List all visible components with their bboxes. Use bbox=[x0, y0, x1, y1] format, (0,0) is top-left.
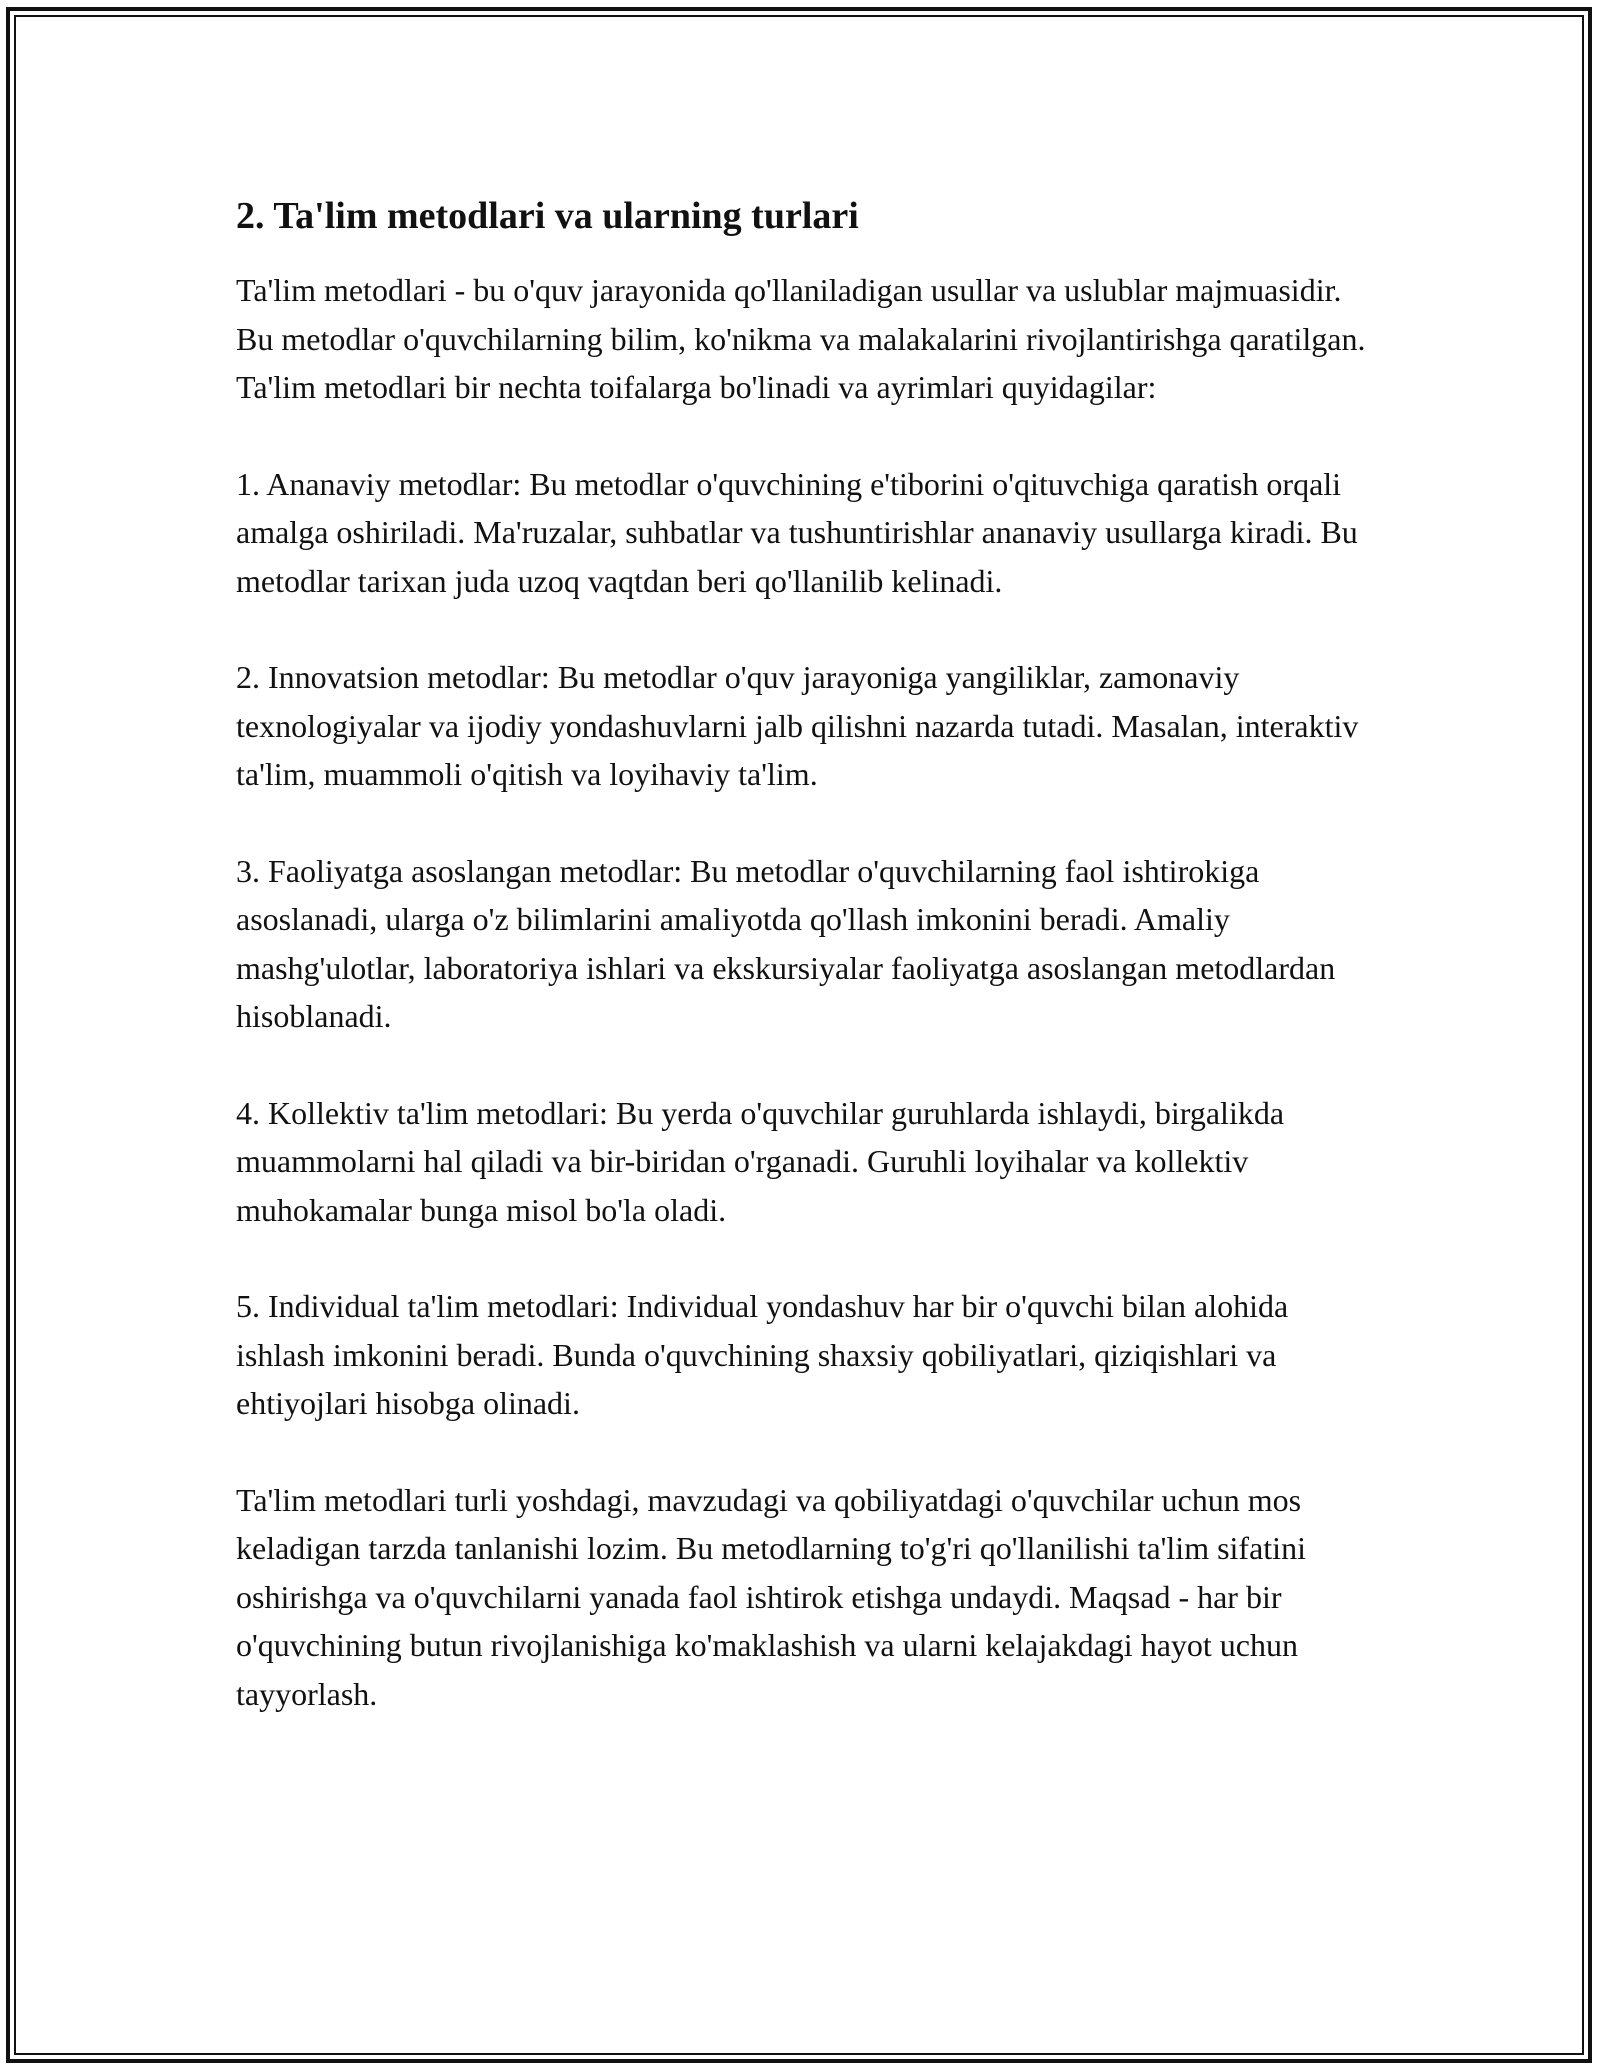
section-title: 2. Ta'lim metodlari va ularning turlari bbox=[236, 195, 859, 237]
intro-paragraph: Ta'lim metodlari - bu o'quv jarayonida qo'llaniladigan usullar va uslublar majmuasidir. Bu metodlar o'quvchilarning bilim, ko'nikma va malakalarini rivojlantirishga qaratilgan. Ta'lim metodlari bir nechta toifalarga bo'linadi va ayrimlari quyidagilar: bbox=[236, 272, 1366, 405]
paragraph-activity-methods: 3. Faoliyatga asoslangan metodlar: Bu metodlar o'quvchilarning faol ishtirokiga asoslanadi, ularga o'z bilimlarini amaliyotda qo'llash imkonini beradi. Amaliy mashg'ulotlar, laboratoriya ishlari va ekskursiyalar faoliyatga asoslangan metodlardan hisoblanadi. bbox=[236, 852, 1336, 1034]
paragraph-innovative-methods: 2. Innovatsion metodlar: Bu metodlar o'quv jarayoniga yangiliklar, zamonaviy texnologiyalar va ijodiy yondashuvlarni jalb qilishni nazarda tutadi. Masalan, interaktiv ta'lim, muammoli o'qitish va loyihaviy ta'lim. bbox=[236, 659, 1359, 792]
paragraph-collective-methods: 4. Kollektiv ta'lim metodlari: Bu yerda o'quvchilar guruhlarda ishlaydi, birgalikda muammolarni hal qiladi va bir-biridan o'rganadi. Guruhli loyihalar va kollektiv muhokamalar bunga misol bo'la oladi. bbox=[236, 1094, 1285, 1228]
conclusion-paragraph: Ta'lim metodlari turli yoshdagi, mavzudagi va qobiliyatdagi o'quvchilar uchun mos keladigan tarzda tanlanishi lozim. Bu metodlarning to'g'ri qo'llanilishi ta'lim sifatini oshirishga va o'quvchilarni yanada faol ishtirok etishga undaydi. Maqsad - har bir o'quvchining butun rivojlanishiga ko'maklashish va ularni kelajakdagi hayot uchun tayyorlash. bbox=[236, 1481, 1306, 1712]
paragraph-individual-methods: 5. Individual ta'lim metodlari: Individual yondashuv har bir o'quvchi bilan alohida ishlash imkonini beradi. Bunda o'quvchining shaxsiy qobiliyatlari, qiziqishlari va ehtiyojlari hisobga olinadi. bbox=[236, 1288, 1289, 1421]
document-body bbox=[236, 190, 1366, 1766]
paragraph-traditional-methods: 1. Ananaviy metodlar: Bu metodlar o'quvchining e'tiborini o'qituvchiga qaratish orqali amalga oshiriladi. Ma'ruzalar, suhbatlar va tushuntirishlar ananaviy usullarga kiradi. Bu metodlar tarixan juda uzoq vaqtdan beri qo'llanilib kelinadi. bbox=[236, 465, 1358, 599]
